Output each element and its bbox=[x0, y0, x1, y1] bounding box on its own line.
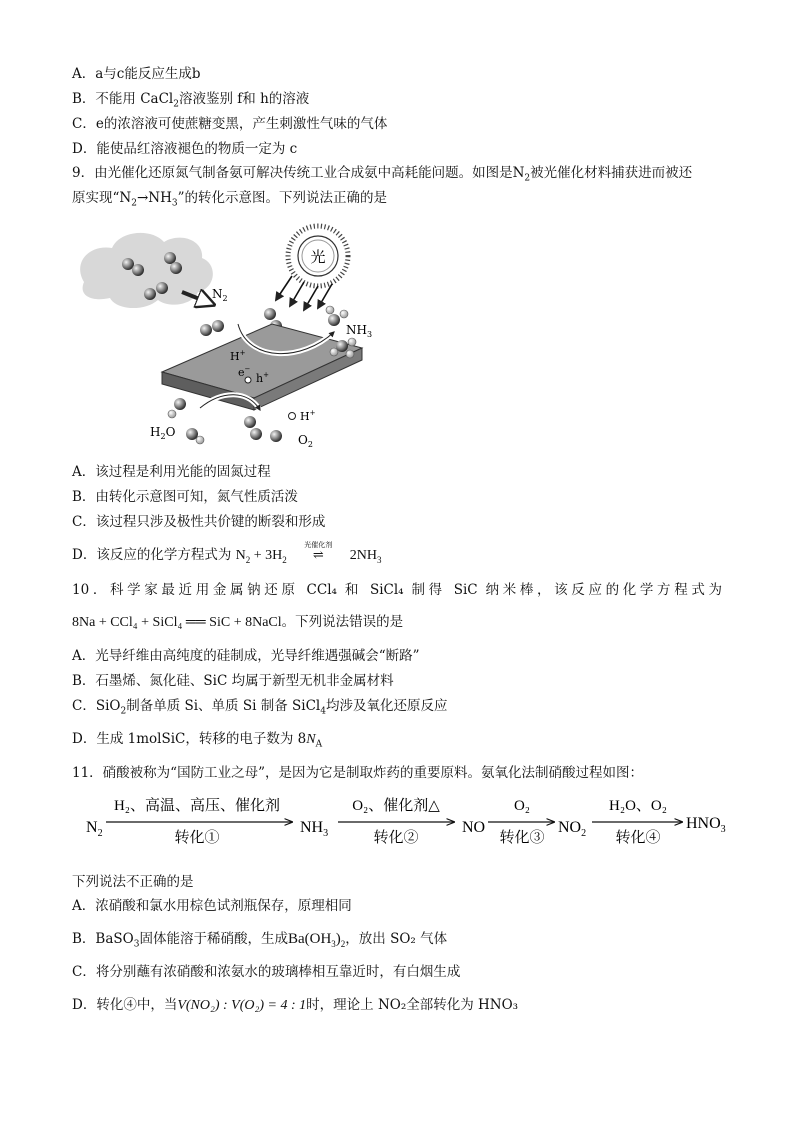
q9-option-b: B．由转化示意图可知，氮气性质活泼 bbox=[72, 489, 298, 505]
q10-equation: 8Na + CCl₄ + SiCl₄ ══ SiC + 8NaCl bbox=[72, 615, 282, 630]
rx-cond4-top: H₂O、O₂ bbox=[609, 798, 667, 814]
rx-cond1-bottom: 转化① bbox=[174, 830, 220, 846]
rx-cond1-top: H₂、高温、高压、催化剂 bbox=[113, 798, 281, 814]
q10-stem-line1: 10．科学家最近用金属钠还原 CCl₄ 和 SiCl₄ 制得 SiC 纳米棒，该反应的化学方程式为 bbox=[72, 582, 722, 598]
q8-b-pre: B．不能用 bbox=[72, 91, 136, 107]
q8-option-d: D．能使品红溶液褪色的物质一定为 c bbox=[72, 141, 298, 157]
q9-l2-pre: 原实现“N bbox=[72, 190, 132, 206]
q9-stem-line1 bbox=[72, 164, 692, 188]
q10-l2-post: 。下列说法错误的是 bbox=[281, 614, 404, 630]
hole-label: h+ bbox=[256, 371, 269, 385]
q9-l1-post: 被光催化材料捕获进而被还 bbox=[530, 165, 693, 181]
q8-option-a: A．a与c能反应生成b bbox=[72, 66, 201, 82]
q11-stem: 11．硝酸被称为“国防工业之母”，是因为它是制取炸药的重要原料。氨氧化法制硝酸过程如图： bbox=[72, 765, 643, 781]
sun-label: 光 bbox=[310, 248, 326, 266]
q8-b-post: 溶液鉴别 f和 h的溶液 bbox=[178, 91, 310, 107]
q9-stem-line2 bbox=[72, 189, 387, 213]
rx-n2: $N_2$ bbox=[86, 819, 103, 839]
q10-option-a: A．光导纤维由高纯度的硅制成，光导纤维遇强碱会“断路” bbox=[72, 648, 420, 664]
q11-option-c: C．将分别蘸有浓硝酸和浓氨水的玻璃棒相互靠近时，有白烟生成 bbox=[72, 964, 461, 980]
q9-d-pre: D．该反应的化学方程式为 bbox=[72, 547, 232, 563]
q11-option-d: D．转化④中，当V(NO₂) : V(O₂) = 4 : 1时，理论上 NO₂全部转化为 HNO₃ bbox=[72, 997, 519, 1013]
rx-cond4-bottom: 转化④ bbox=[615, 830, 661, 846]
o2-label: $O_2$ bbox=[298, 433, 313, 449]
h2o-label: $H_2O$ bbox=[150, 425, 176, 441]
q9-d-equation: $N_2 + 3H_2$ 光催化剂 ⇌ $2NH_3$ bbox=[236, 548, 382, 563]
q9-option-a: A．该过程是利用光能的固氮过程 bbox=[72, 464, 271, 480]
rx-cond3-bottom: 转化③ bbox=[499, 830, 545, 846]
rx-nh3: $NH_3$ bbox=[300, 819, 329, 839]
q9-l2-sub2: 3 bbox=[171, 198, 178, 209]
q10-option-b: B．石墨烯、氮化硅、SiC 均属于新型无机非金属材料 bbox=[72, 673, 394, 689]
q10-option-c: C．SiO$_2$制备单质 Si、单质 Si 制备 SiCl$_4$均涉及氧化还原反应 bbox=[72, 698, 448, 717]
q8-b-sub: 2 bbox=[173, 99, 179, 110]
q11-d-ratio: V(NO₂) : V(O₂) = 4 : 1 bbox=[177, 998, 307, 1013]
rx-no2: $NO_2$ bbox=[558, 819, 587, 839]
rx-hno3: $HNO_3$ bbox=[686, 815, 726, 835]
q10-option-d: D．生成 1molSiC，转移的电子数为 $8N_A$ bbox=[72, 731, 323, 750]
q9-l1-n: N bbox=[512, 165, 525, 181]
q9-l2-post: ”的转化示意图。下列说法正确的是 bbox=[177, 190, 387, 206]
rx-no: NO bbox=[462, 819, 486, 836]
q9-option-c: C．该过程只涉及极性共价键的断裂和形成 bbox=[72, 514, 326, 530]
q9-l1-sub: 2 bbox=[524, 173, 531, 184]
q9-l2-sub1: 2 bbox=[131, 198, 137, 209]
rx-cond2-bottom: 转化② bbox=[373, 830, 419, 846]
q9-l2-mid: →NH bbox=[136, 190, 172, 206]
q8-option-c: C．e的浓溶液可使蔗糖变黑，产生刺激性气味的气体 bbox=[72, 116, 388, 132]
q8-b-formula: CaCl bbox=[140, 91, 174, 107]
hplus-top-label: H+ bbox=[230, 349, 246, 363]
q10-stem-line2 bbox=[72, 613, 403, 632]
catalyst-label: 光催化剂 bbox=[304, 541, 333, 550]
q11-option-b: B．BaSO$_3$固体能溶于稀硝酸，生成$Ba(OH_3)_2$，放出 SO₂ 气体 bbox=[72, 931, 448, 950]
q11-option-a: A．浓硝酸和氯水用棕色试剂瓶保存，原理相同 bbox=[72, 898, 352, 914]
q8-option-b bbox=[72, 90, 309, 114]
rx-cond3-top: O₂ bbox=[513, 798, 531, 814]
q11-stem2: 下列说法不正确的是 bbox=[72, 874, 194, 890]
q11-b-formula: $Ba(OH_3)_2$ bbox=[287, 931, 346, 949]
n2-label: $N_2$ bbox=[212, 287, 228, 303]
nh3-label: $NH_3$ bbox=[346, 323, 372, 339]
nitric-acid-process-diagram bbox=[60, 790, 730, 850]
hplus-bottom-label: H+ bbox=[300, 409, 316, 423]
electron-label: e− bbox=[238, 365, 251, 379]
photocatalysis-figure bbox=[72, 222, 372, 452]
rx-cond2-top: O₂、催化剂△ bbox=[352, 798, 440, 814]
q9-option-d bbox=[72, 541, 382, 569]
q9-l1-pre: 9．由光催化还原氮气制备氨可解决传统工业合成氨中高耗能问题。如图是 bbox=[72, 165, 513, 181]
